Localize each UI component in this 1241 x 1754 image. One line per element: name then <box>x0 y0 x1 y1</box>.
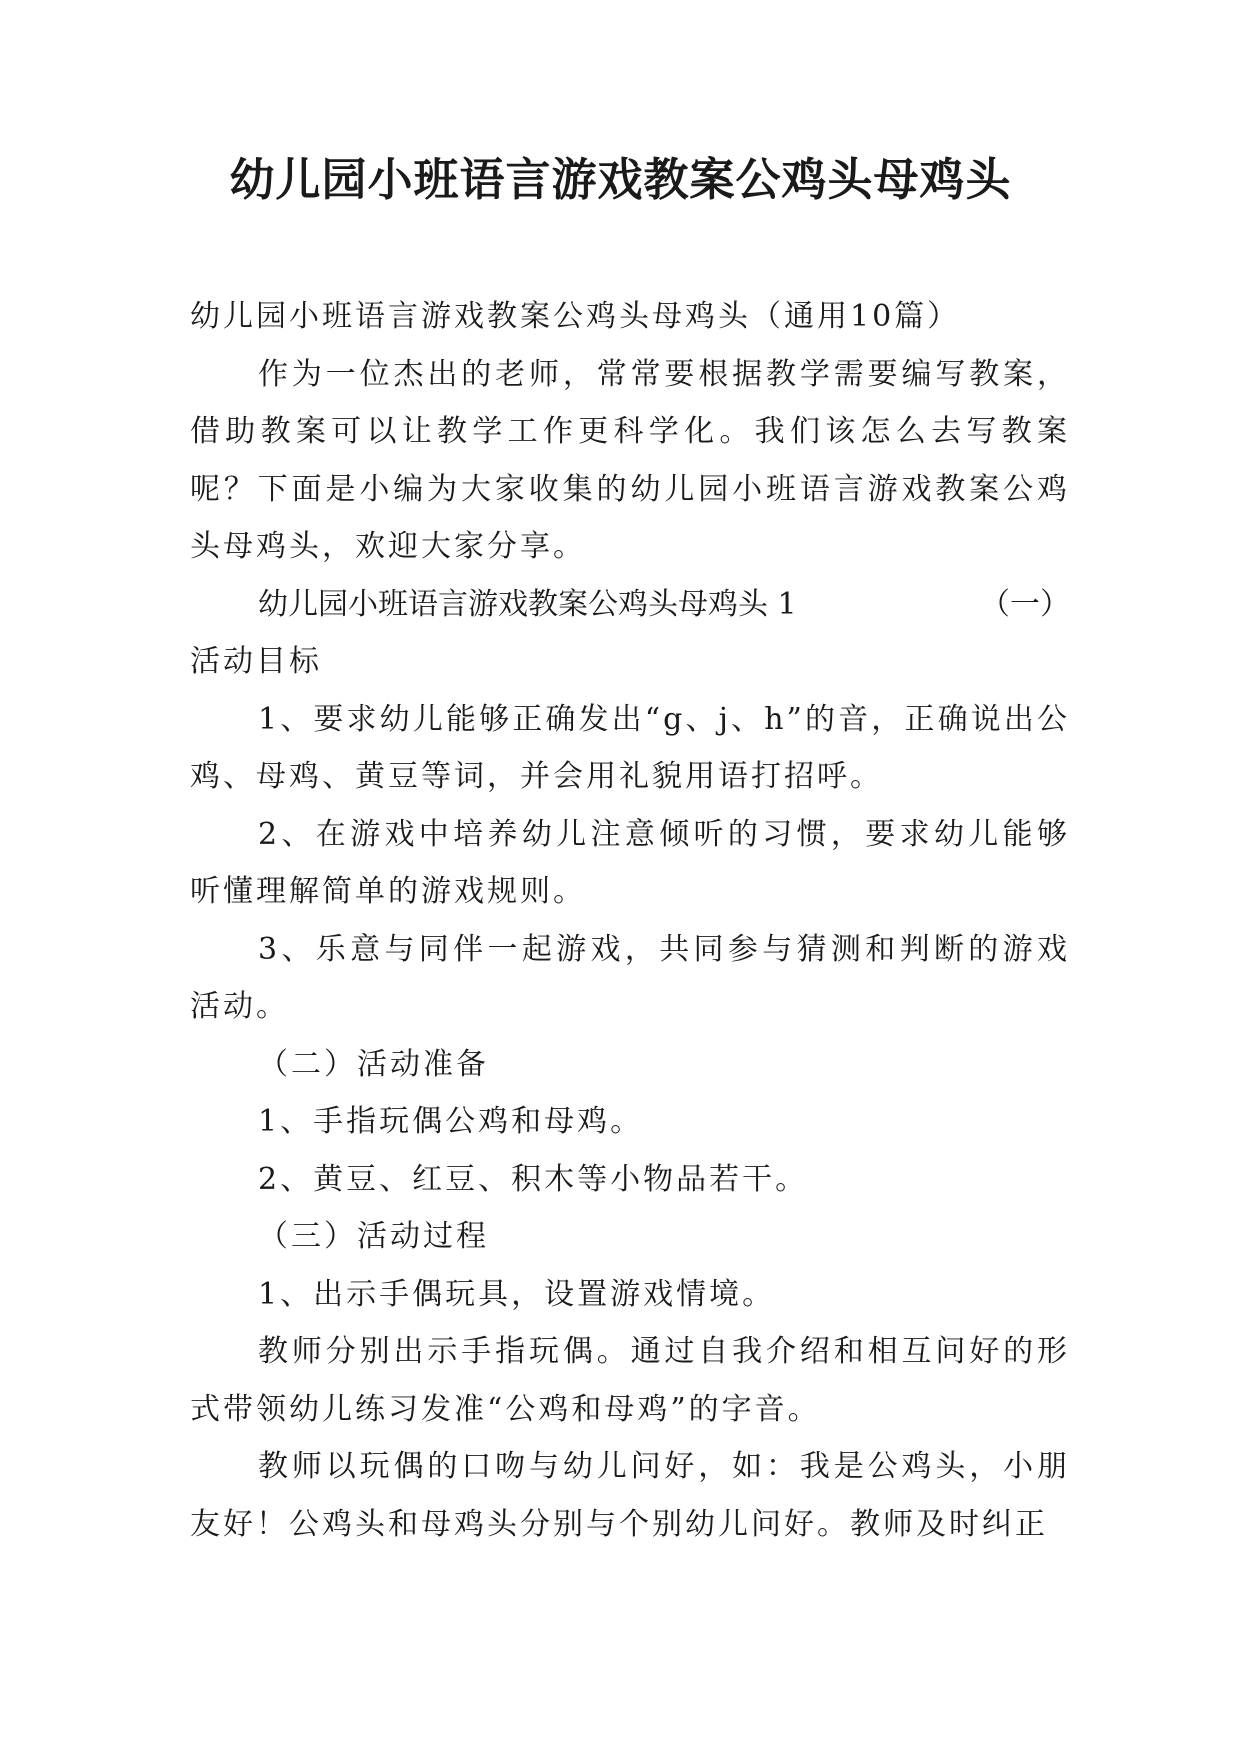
process-paragraph: 教师以玩偶的口吻与幼儿问好，如：我是公鸡头，小朋友好！公鸡头和母鸡头分别与个别幼儿问好。教师及时纠正 <box>190 1449 1070 1542</box>
document-body <box>190 288 1070 1553</box>
document-subtitle: 幼儿园小班语言游戏教案公鸡头母鸡头（通用10篇） <box>190 299 961 334</box>
goal-item: 2、在游戏中培养幼儿注意倾听的习惯，要求幼儿能够听懂理解简单的游戏规则。 <box>190 816 1070 909</box>
part-title-process: （三）活动过程 <box>258 1219 489 1254</box>
process-paragraph: 教师分别出示手指玩偶。通过自我介绍和相互问好的形式带领幼儿练习发准“公鸡和母鸡”的字音。 <box>190 1334 1070 1427</box>
goal-item: 1、要求幼儿能够正确发出“g、j、h”的音，正确说出公鸡、母鸡、黄豆等词，并会用礼貌用语打招呼。 <box>190 701 1070 794</box>
part-title-preparation: （二）活动准备 <box>258 1046 489 1082</box>
goal-item: 3、乐意与同伴一起游戏，共同参与猜测和判断的游戏活动。 <box>190 931 1070 1024</box>
part-title-goals: 活动目标 <box>190 644 322 679</box>
part-marker: （一） <box>980 586 1070 622</box>
intro-paragraph: 作为一位杰出的老师，常常要根据教学需要编写教案，借助教案可以让教学工作更科学化。我们该怎么去写教案呢？下面是小编为大家收集的幼儿园小班语言游戏教案公鸡头母鸡头，欢迎大家分享。 <box>190 356 1070 564</box>
section-heading: 幼儿园小班语言游戏教案公鸡头母鸡头 1 <box>258 586 797 622</box>
process-step: 1、出示手偶玩具，设置游戏情境。 <box>258 1276 776 1312</box>
prep-item: 1、手指玩偶公鸡和母鸡。 <box>258 1104 644 1139</box>
prep-item: 2、黄豆、红豆、积木等小物品若干。 <box>258 1161 809 1197</box>
document-title: 幼儿园小班语言游戏教案公鸡头母鸡头 <box>229 153 1012 206</box>
section-heading-row <box>190 576 1070 634</box>
